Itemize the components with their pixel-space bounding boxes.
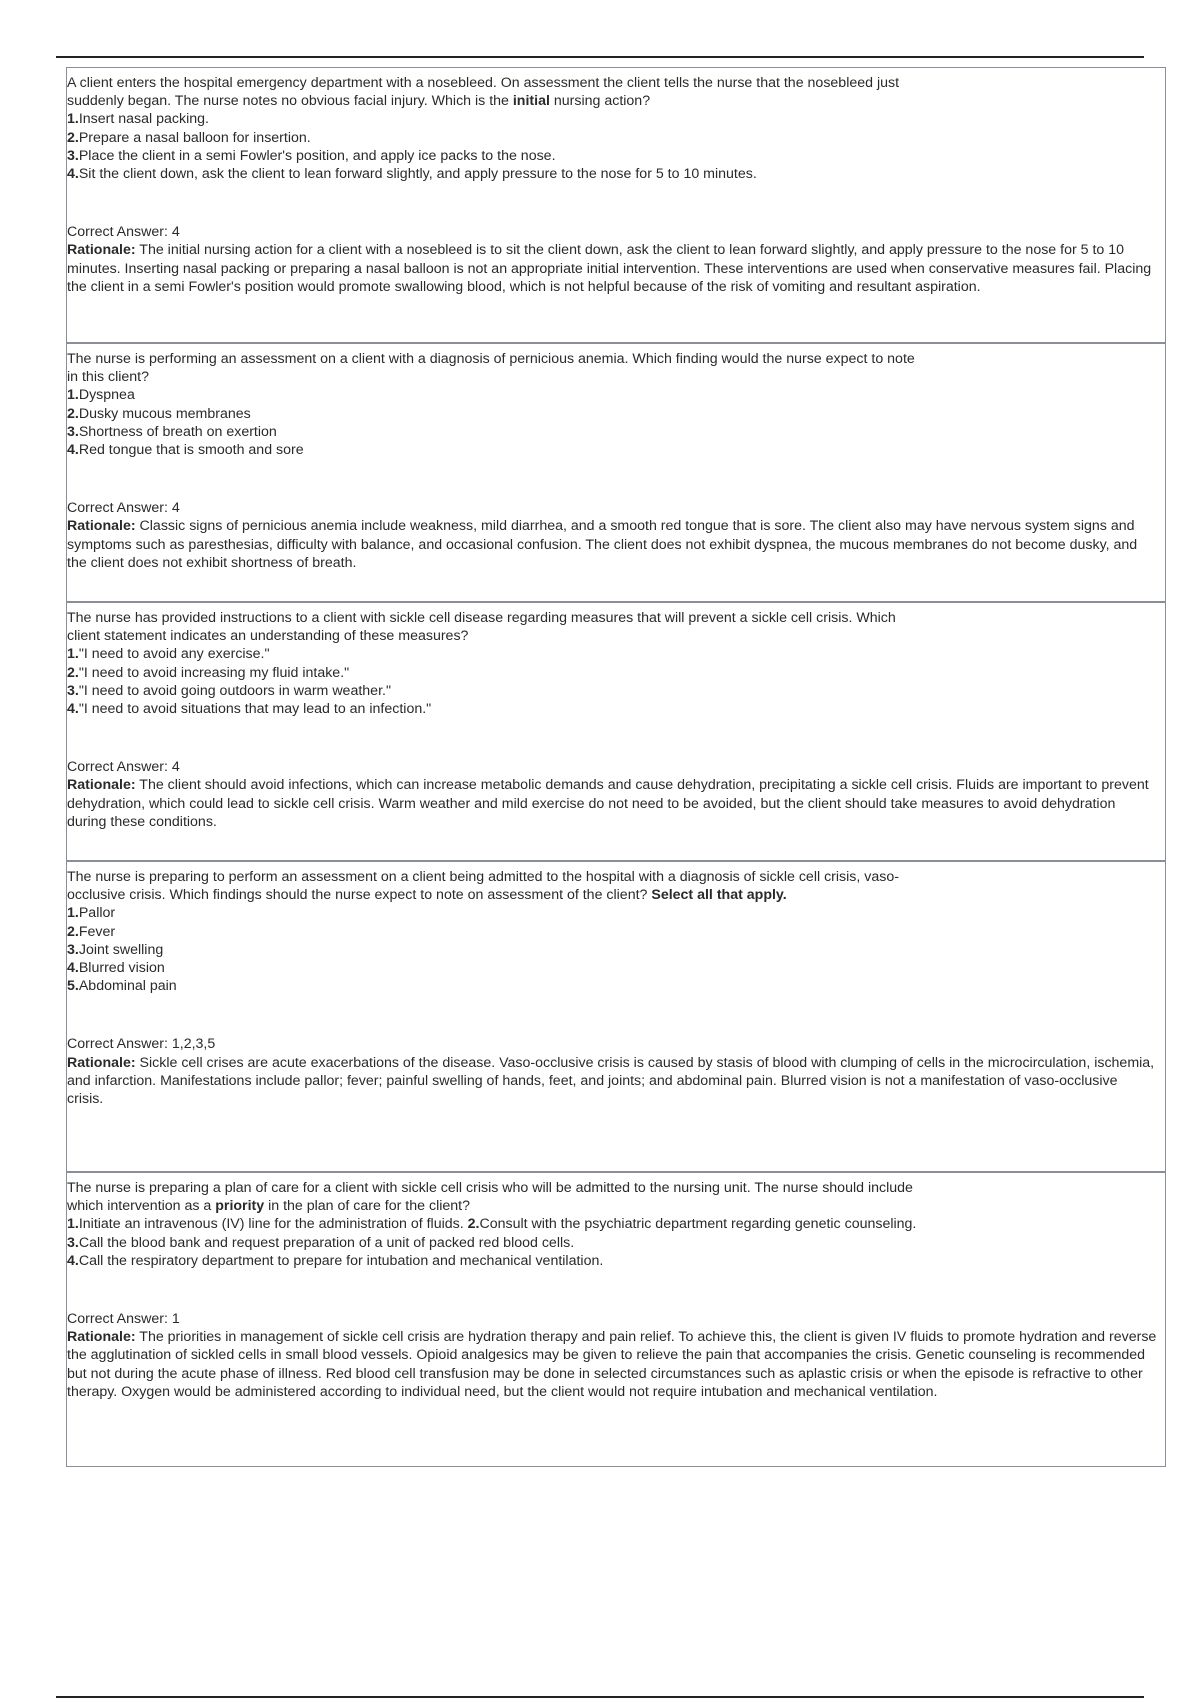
question-stem: The nurse is preparing a plan of care for a client with sickle cell crisis who will be admitted to the nursing unit. The nurse should include which intervention as a priority in the plan of care for the client?	[67, 1180, 913, 1215]
question-stem: A client enters the hospital emergency department with a nosebleed. On assessment the client tells the nurse that the nosebleed just suddenly began. The nurse notes no obvious facial injury. Which is the initial nursing action?	[67, 75, 900, 110]
option-1: 1.Insert nasal packing.	[67, 111, 209, 128]
question-block-1	[67, 68, 1165, 344]
rationale: Rationale: The priorities in management of sickle cell crisis are hydration therapy and pain relief. To achieve this, the client is given IV fluids to promote hydration and reverse the agglutination of sickled cells in small blood vessels. Opioid analgesics may be given to relieve the pain that accompanies the crisis. Genetic counseling is recommended but not during the acute phase of illness. Red blood cell transfusion may be done in selected circumstances such as aplastic crisis or when the episode is refractive to other therapy. Oxygen would be administered according to individual need, but the client would not require intubation and mechanical ventilation.	[67, 1329, 1157, 1400]
bottom-rule	[56, 1696, 1144, 1698]
option-5: 5.Abdominal pain	[67, 978, 177, 995]
option-4: 4.Sit the client down, ask the client to lean forward slightly, and apply pressure to the nose for 5 to 10 minutes.	[67, 166, 757, 183]
rationale: Rationale: The initial nursing action for a client with a nosebleed is to sit the client down, ask the client to lean forward slightly, and apply pressure to the nose for 5 to 10 minutes. Inserting nasal packing or preparing a nasal balloon is not an appropriate initial intervention. These interventions are used when conservative measures fail. Placing the client in a semi Fowler's position would promote swallowing blood, which is not helpful because of the risk of vomiting and resultant aspiration.	[67, 242, 1152, 295]
top-rule	[56, 56, 1144, 58]
rationale: Rationale: Classic signs of pernicious anemia include weakness, mild diarrhea, and a smooth red tongue that is sore. The client also may have nervous system signs and symptoms such as paresthesias, difficulty with balance, and occasional confusion. The client does not exhibit dyspnea, the mucous membranes do not become dusky, and the client does not exhibit shortness of breath.	[67, 518, 1138, 571]
question-stem: The nurse is preparing to perform an assessment on a client being admitted to the hospital with a diagnosis of sickle cell crisis, vaso-occlusive crisis. Which findings should the nurse expect to note on assessment of the client? Select all that apply.	[67, 869, 899, 904]
option-list	[67, 904, 1157, 995]
option-2: 2."I need to avoid increasing my fluid intake."	[67, 664, 350, 681]
option-1: 1."I need to avoid any exercise."	[67, 646, 270, 663]
correct-answer: Correct Answer: 4	[67, 759, 180, 776]
option-2: 2.Prepare a nasal balloon for insertion.	[67, 129, 311, 146]
option-list	[67, 645, 1157, 718]
question-block-4	[67, 862, 1165, 1173]
option-3: 3.Joint swelling	[67, 941, 164, 958]
option-list	[67, 110, 1157, 183]
option-list	[67, 386, 1157, 459]
option-1: 1.Pallor	[67, 905, 116, 922]
correct-answer: Correct Answer: 1,2,3,5	[67, 1036, 216, 1053]
question-block-2	[67, 344, 1165, 603]
option-4: 4.Call the respiratory department to prepare for intubation and mechanical ventilation.	[67, 1252, 604, 1269]
correct-answer: Correct Answer: 4	[67, 500, 180, 517]
rationale: Rationale: Sickle cell crises are acute exacerbations of the disease. Vaso-occlusive crisis is caused by stasis of blood with clumping of cells in the microcirculation, ischemia, and infarction. Manifestations include pallor; fever; painful swelling of hands, feet, and joints; and abdominal pain. Blurred vision is not a manifestation of vaso-occlusive crisis.	[67, 1054, 1155, 1108]
option-4: 4."I need to avoid situations that may lead to an infection."	[67, 701, 432, 718]
option-3: 3."I need to avoid going outdoors in warm weather."	[67, 682, 391, 699]
correct-answer: Correct Answer: 4	[67, 224, 180, 241]
option-2: 2.Fever	[67, 923, 116, 940]
option-list	[67, 1215, 1157, 1270]
option-1-2: 1.Initiate an intravenous (IV) line for the administration of fluids. 2.Consult with the psychiatric department regarding genetic counseling.	[67, 1216, 917, 1233]
option-3: 3.Place the client in a semi Fowler's position, and apply ice packs to the nose.	[67, 147, 556, 164]
question-table	[66, 67, 1166, 1467]
question-block-3	[67, 603, 1165, 862]
option-1: 1.Dyspnea	[67, 387, 135, 404]
question-stem: The nurse is performing an assessment on a client with a diagnosis of pernicious anemia. Which finding would the nurse expect to note in this client?	[67, 351, 915, 386]
option-4: 4.Blurred vision	[67, 960, 165, 977]
correct-answer: Correct Answer: 1	[67, 1311, 180, 1328]
option-3: 3.Call the blood bank and request preparation of a unit of packed red blood cells.	[67, 1234, 575, 1251]
question-stem: The nurse has provided instructions to a client with sickle cell disease regarding measures that will prevent a sickle cell crisis. Which client statement indicates an understanding of these measures?	[67, 610, 896, 645]
rationale: Rationale: The client should avoid infections, which can increase metabolic demands and cause dehydration, precipitating a sickle cell crisis. Fluids are important to prevent dehydration, which could lead to sickle cell crisis. Warm weather and mild exercise do not need to be avoided, but the client should take measures to avoid dehydration during these conditions.	[67, 777, 1149, 830]
question-block-5	[67, 1173, 1165, 1466]
option-2: 2.Dusky mucous membranes	[67, 405, 251, 422]
option-3: 3.Shortness of breath on exertion	[67, 423, 277, 440]
option-4: 4.Red tongue that is smooth and sore	[67, 442, 304, 459]
